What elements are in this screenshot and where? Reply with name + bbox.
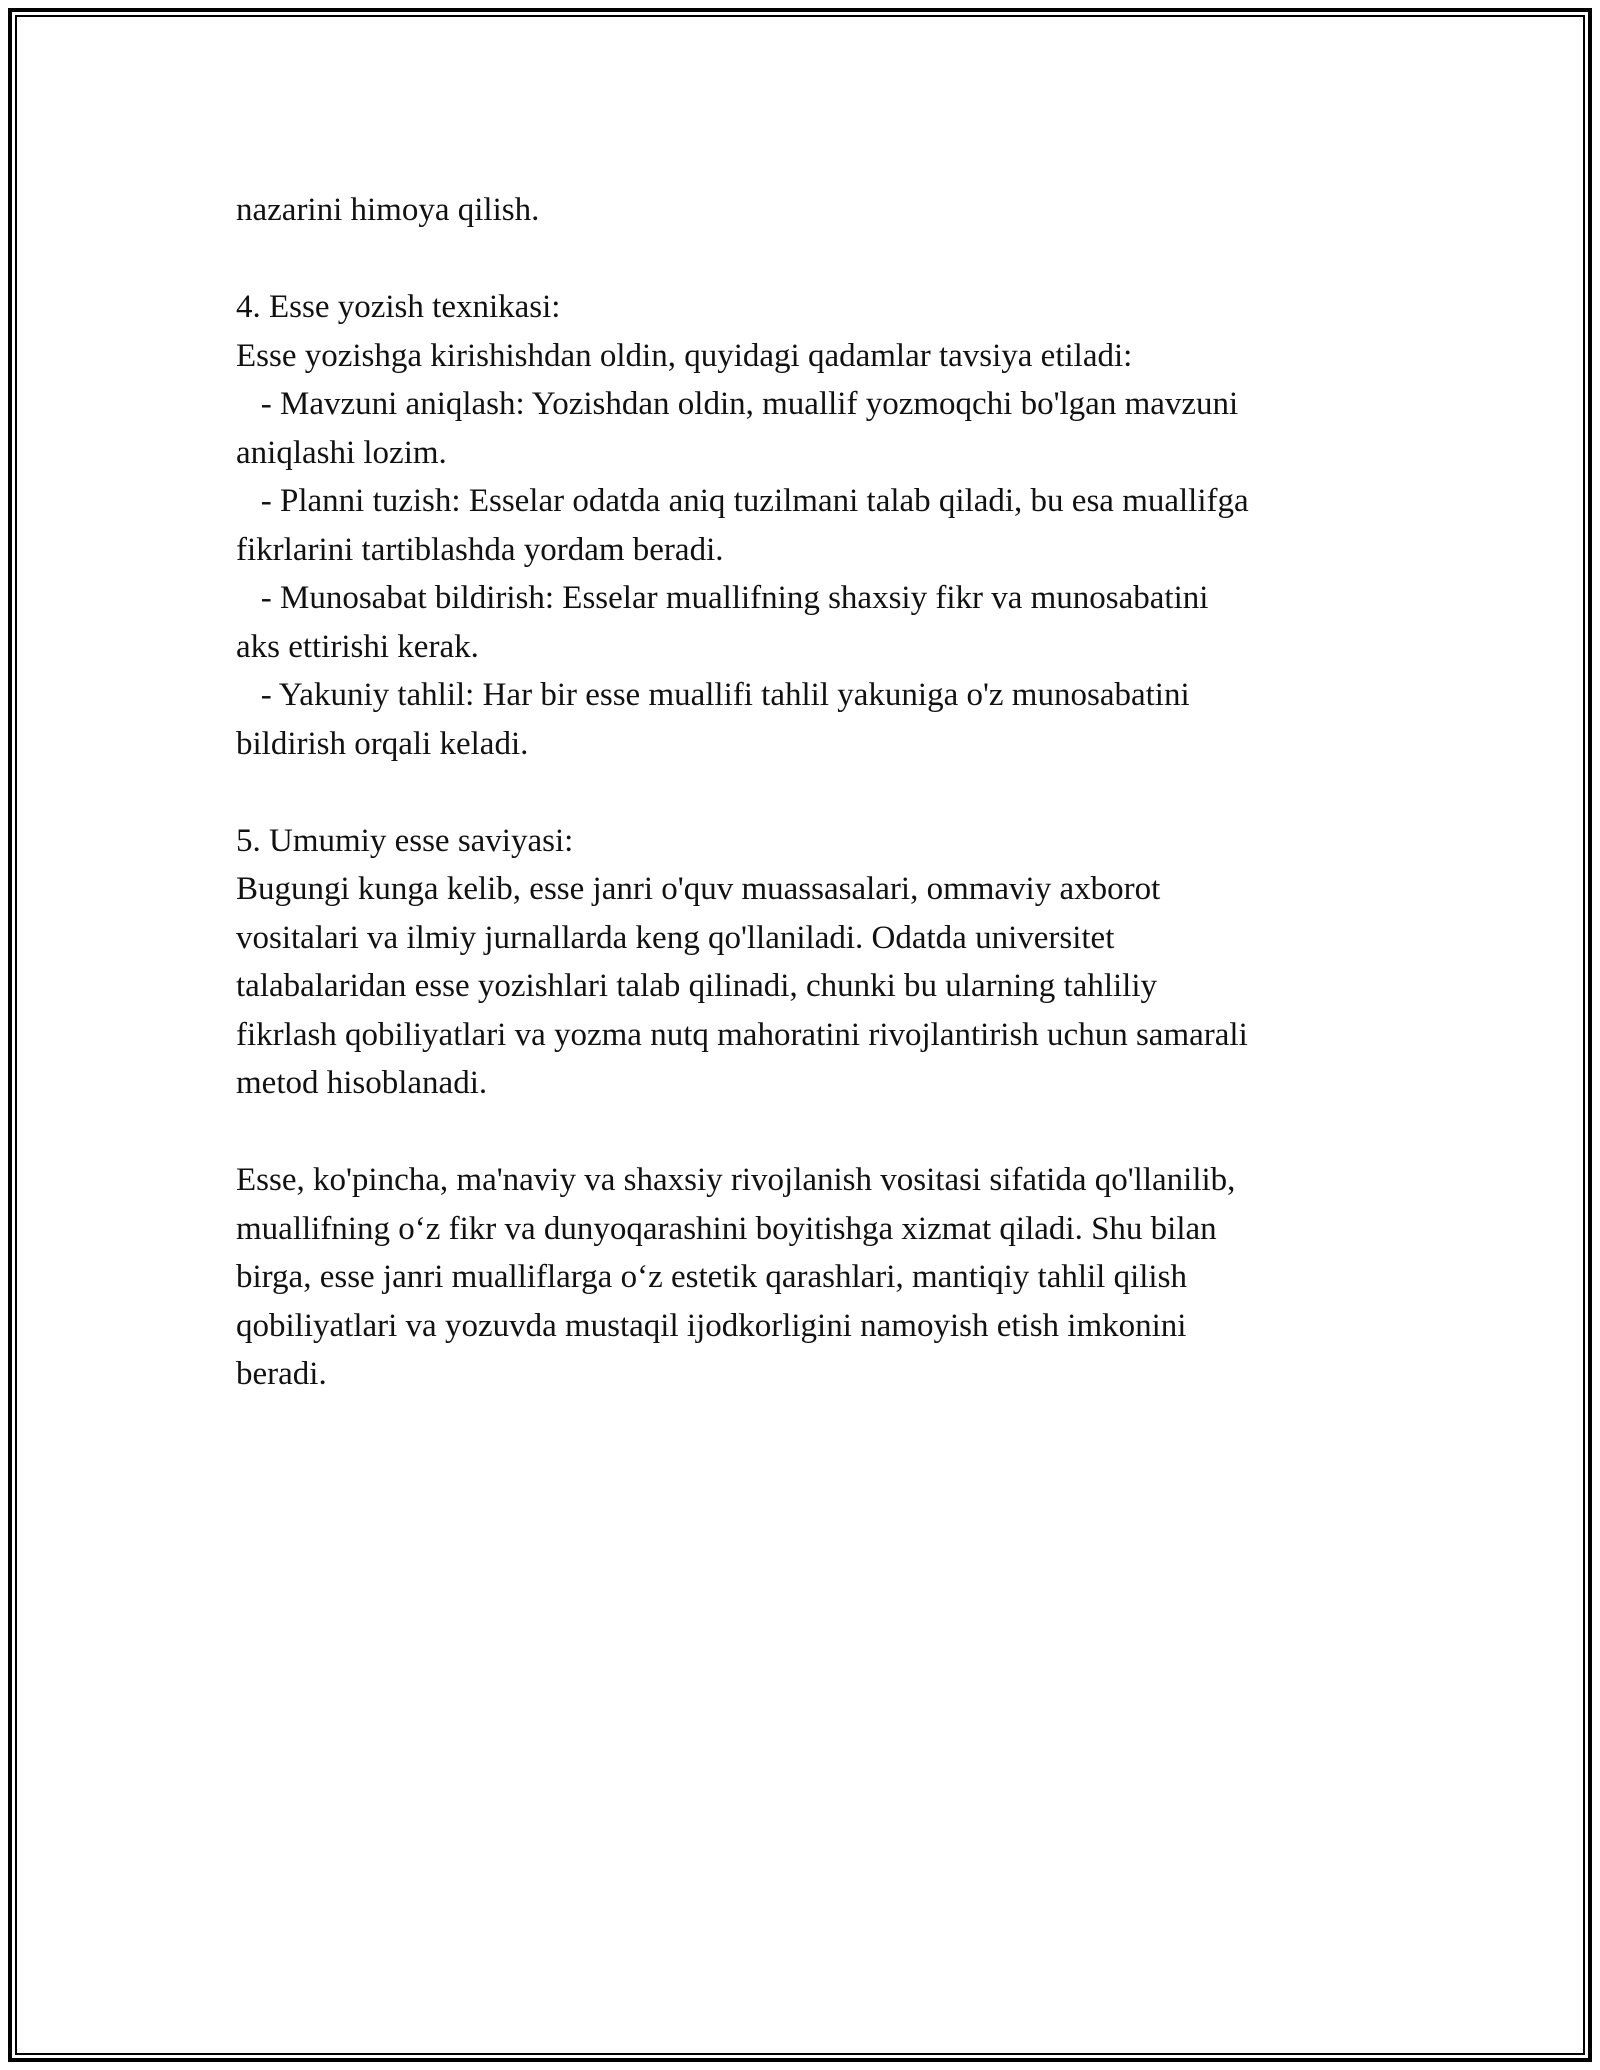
paragraph-line: metod hisoblanadi.	[236, 1065, 488, 1101]
paragraph-line: beradi.	[236, 1356, 327, 1392]
paragraph-spacer	[236, 768, 1376, 817]
paragraph-line: vositalari va ilmiy jurnallarda keng qo'llaniladi. Odatda universitet	[236, 919, 1115, 956]
list-item-line: - Planni tuzish: Esselar odatda aniq tuzilmani talab qiladi, bu esa muallifga	[236, 483, 1249, 519]
list-item-line: aniqlashi lozim.	[236, 434, 447, 471]
paragraph-line: nazarini himoya qilish.	[236, 192, 540, 228]
paragraph-line: Bugungi kunga kelib, esse janri o'quv muassasalari, ommaviy axborot	[236, 871, 1161, 907]
document-body	[236, 186, 1376, 1399]
paragraph-line: talabalaridan esse yozishlari talab qilinadi, chunki bu ularning tahliliy	[236, 968, 1157, 1004]
paragraph-spacer	[236, 235, 1376, 284]
section-heading: 5. Umumiy esse saviyasi:	[236, 822, 574, 859]
paragraph-line: Esse, ko'pincha, ma'naviy va shaxsiy rivojlanish vositasi sifatida qo'llanilib,	[236, 1162, 1236, 1198]
list-item-line: fikrlarini tartiblashda yordam beradi.	[236, 531, 724, 568]
list-item-line: - Yakuniy tahlil: Har bir esse muallifi tahlil yakuniga o'z munosabatini	[236, 677, 1190, 713]
list-item-line: - Munosabat bildirish: Esselar muallifning shaxsiy fikr va munosabatini	[236, 580, 1209, 616]
paragraph-line: muallifning o‘z fikr va dunyoqarashini boyitishga xizmat qiladi. Shu bilan	[236, 1210, 1217, 1247]
section-heading: 4. Esse yozish texnikasi:	[236, 289, 561, 325]
paragraph-spacer	[236, 1108, 1376, 1157]
paragraph-line: Esse yozishga kirishishdan oldin, quyidagi qadamlar tavsiya etiladi:	[236, 337, 1133, 374]
list-item-line: aks ettirishi kerak.	[236, 628, 479, 665]
list-item-line: - Mavzuni aniqlash: Yozishdan oldin, muallif yozmoqchi bo'lgan mavzuni	[236, 386, 1239, 422]
list-item-line: bildirish orqali keladi.	[236, 725, 529, 762]
paragraph-line: birga, esse janri mualliflarga o‘z estetik qarashlari, mantiqiy tahlil qilish	[236, 1259, 1187, 1295]
paragraph-line: fikrlash qobiliyatlari va yozma nutq mahoratini rivojlantirish uchun samarali	[236, 1016, 1248, 1053]
paragraph-line: qobiliyatlari va yozuvda mustaqil ijodkorligini namoyish etish imkonini	[236, 1307, 1187, 1344]
